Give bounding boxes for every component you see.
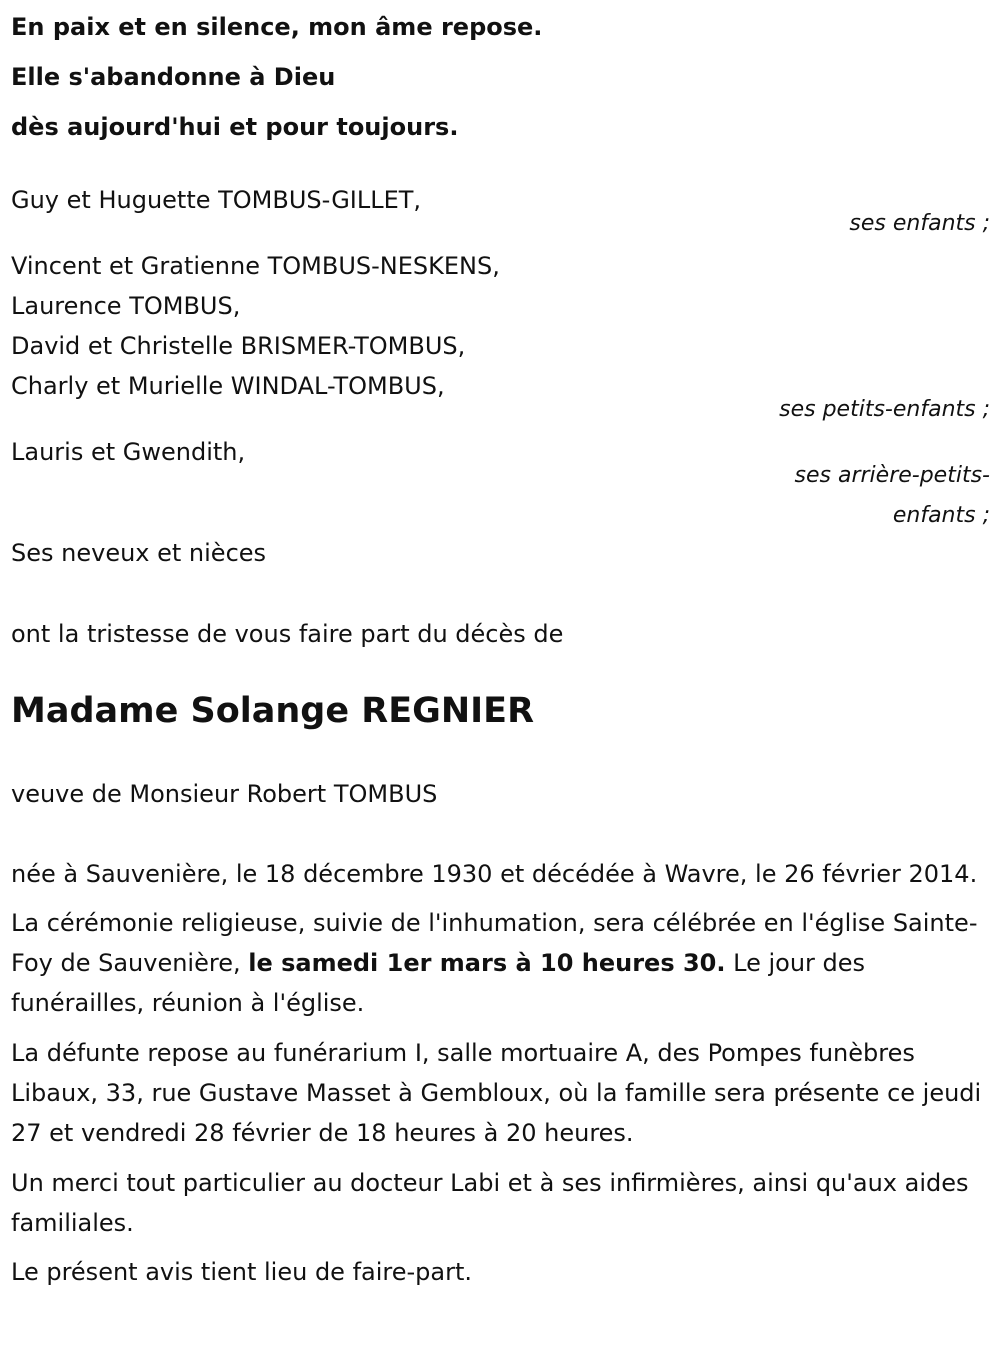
grandchild-line: David et Christelle BRISMER-TOMBUS, — [11, 332, 466, 360]
great-grandchildren-role: ses arrière-petits- — [794, 463, 990, 488]
ceremony-text: La cérémonie religieuse, suivie de l'inhumation, sera célébrée en l'église Sainte-Foy de Sauvenière, — [11, 909, 978, 977]
funeral-home-details: La défunte repose au funérarium I, salle mortuaire A, des Pompes funèbres Libaux, 33, rue Gustave Masset à Gembloux, où la famille sera présente ce jeudi 27 et vendredi 28 février de 18 heures à 20 heures. — [11, 1039, 982, 1147]
obituary-notice — [11, 0, 991, 1292]
grandchild-line: Laurence TOMBUS, — [11, 292, 241, 320]
widow-of: veuve de Monsieur Robert TOMBUS — [11, 780, 438, 808]
verse-line: Elle s'abandonne à Dieu — [11, 63, 336, 91]
family-list — [11, 180, 991, 573]
children-names: Guy et Huguette TOMBUS-GILLET, — [11, 186, 422, 214]
opening-verse — [11, 2, 991, 152]
verse-line: dès aujourd'hui et pour toujours. — [11, 113, 459, 141]
grandchildren-role: ses petits-enfants ; — [779, 397, 990, 422]
ceremony-text-end: Le jour des funérailles, réunion à l'église. — [11, 949, 866, 1017]
children-role: ses enfants ; — [849, 211, 990, 236]
grandchildren-names — [11, 246, 991, 406]
ceremony-date-time: le samedi 1er mars à 10 heures 30. — [248, 949, 726, 977]
birth-death-dates: née à Sauvenière, le 18 décembre 1930 et décédée à Wavre, le 26 février 2014. — [11, 860, 978, 888]
grandchild-line: Charly et Murielle WINDAL-TOMBUS, — [11, 372, 445, 400]
notice-text: Le présent avis tient lieu de faire-part. — [11, 1258, 473, 1286]
announcement-text: ont la tristesse de vous faire part du décès de — [11, 620, 564, 648]
deceased-name: Madame Solange REGNIER — [11, 691, 535, 731]
thanks-text: Un merci tout particulier au docteur Labi et à ses infirmières, ainsi qu'aux aides familiales. — [11, 1169, 969, 1237]
nephews-nieces: Ses neveux et nièces — [11, 539, 267, 567]
great-grandchildren-role-cont: enfants ; — [892, 503, 990, 528]
great-grandchildren-names: Lauris et Gwendith, — [11, 438, 246, 466]
ceremony-details — [11, 903, 991, 1023]
verse-line: En paix et en silence, mon âme repose. — [11, 13, 543, 41]
grandchild-line: Vincent et Gratienne TOMBUS-NESKENS, — [11, 252, 500, 280]
